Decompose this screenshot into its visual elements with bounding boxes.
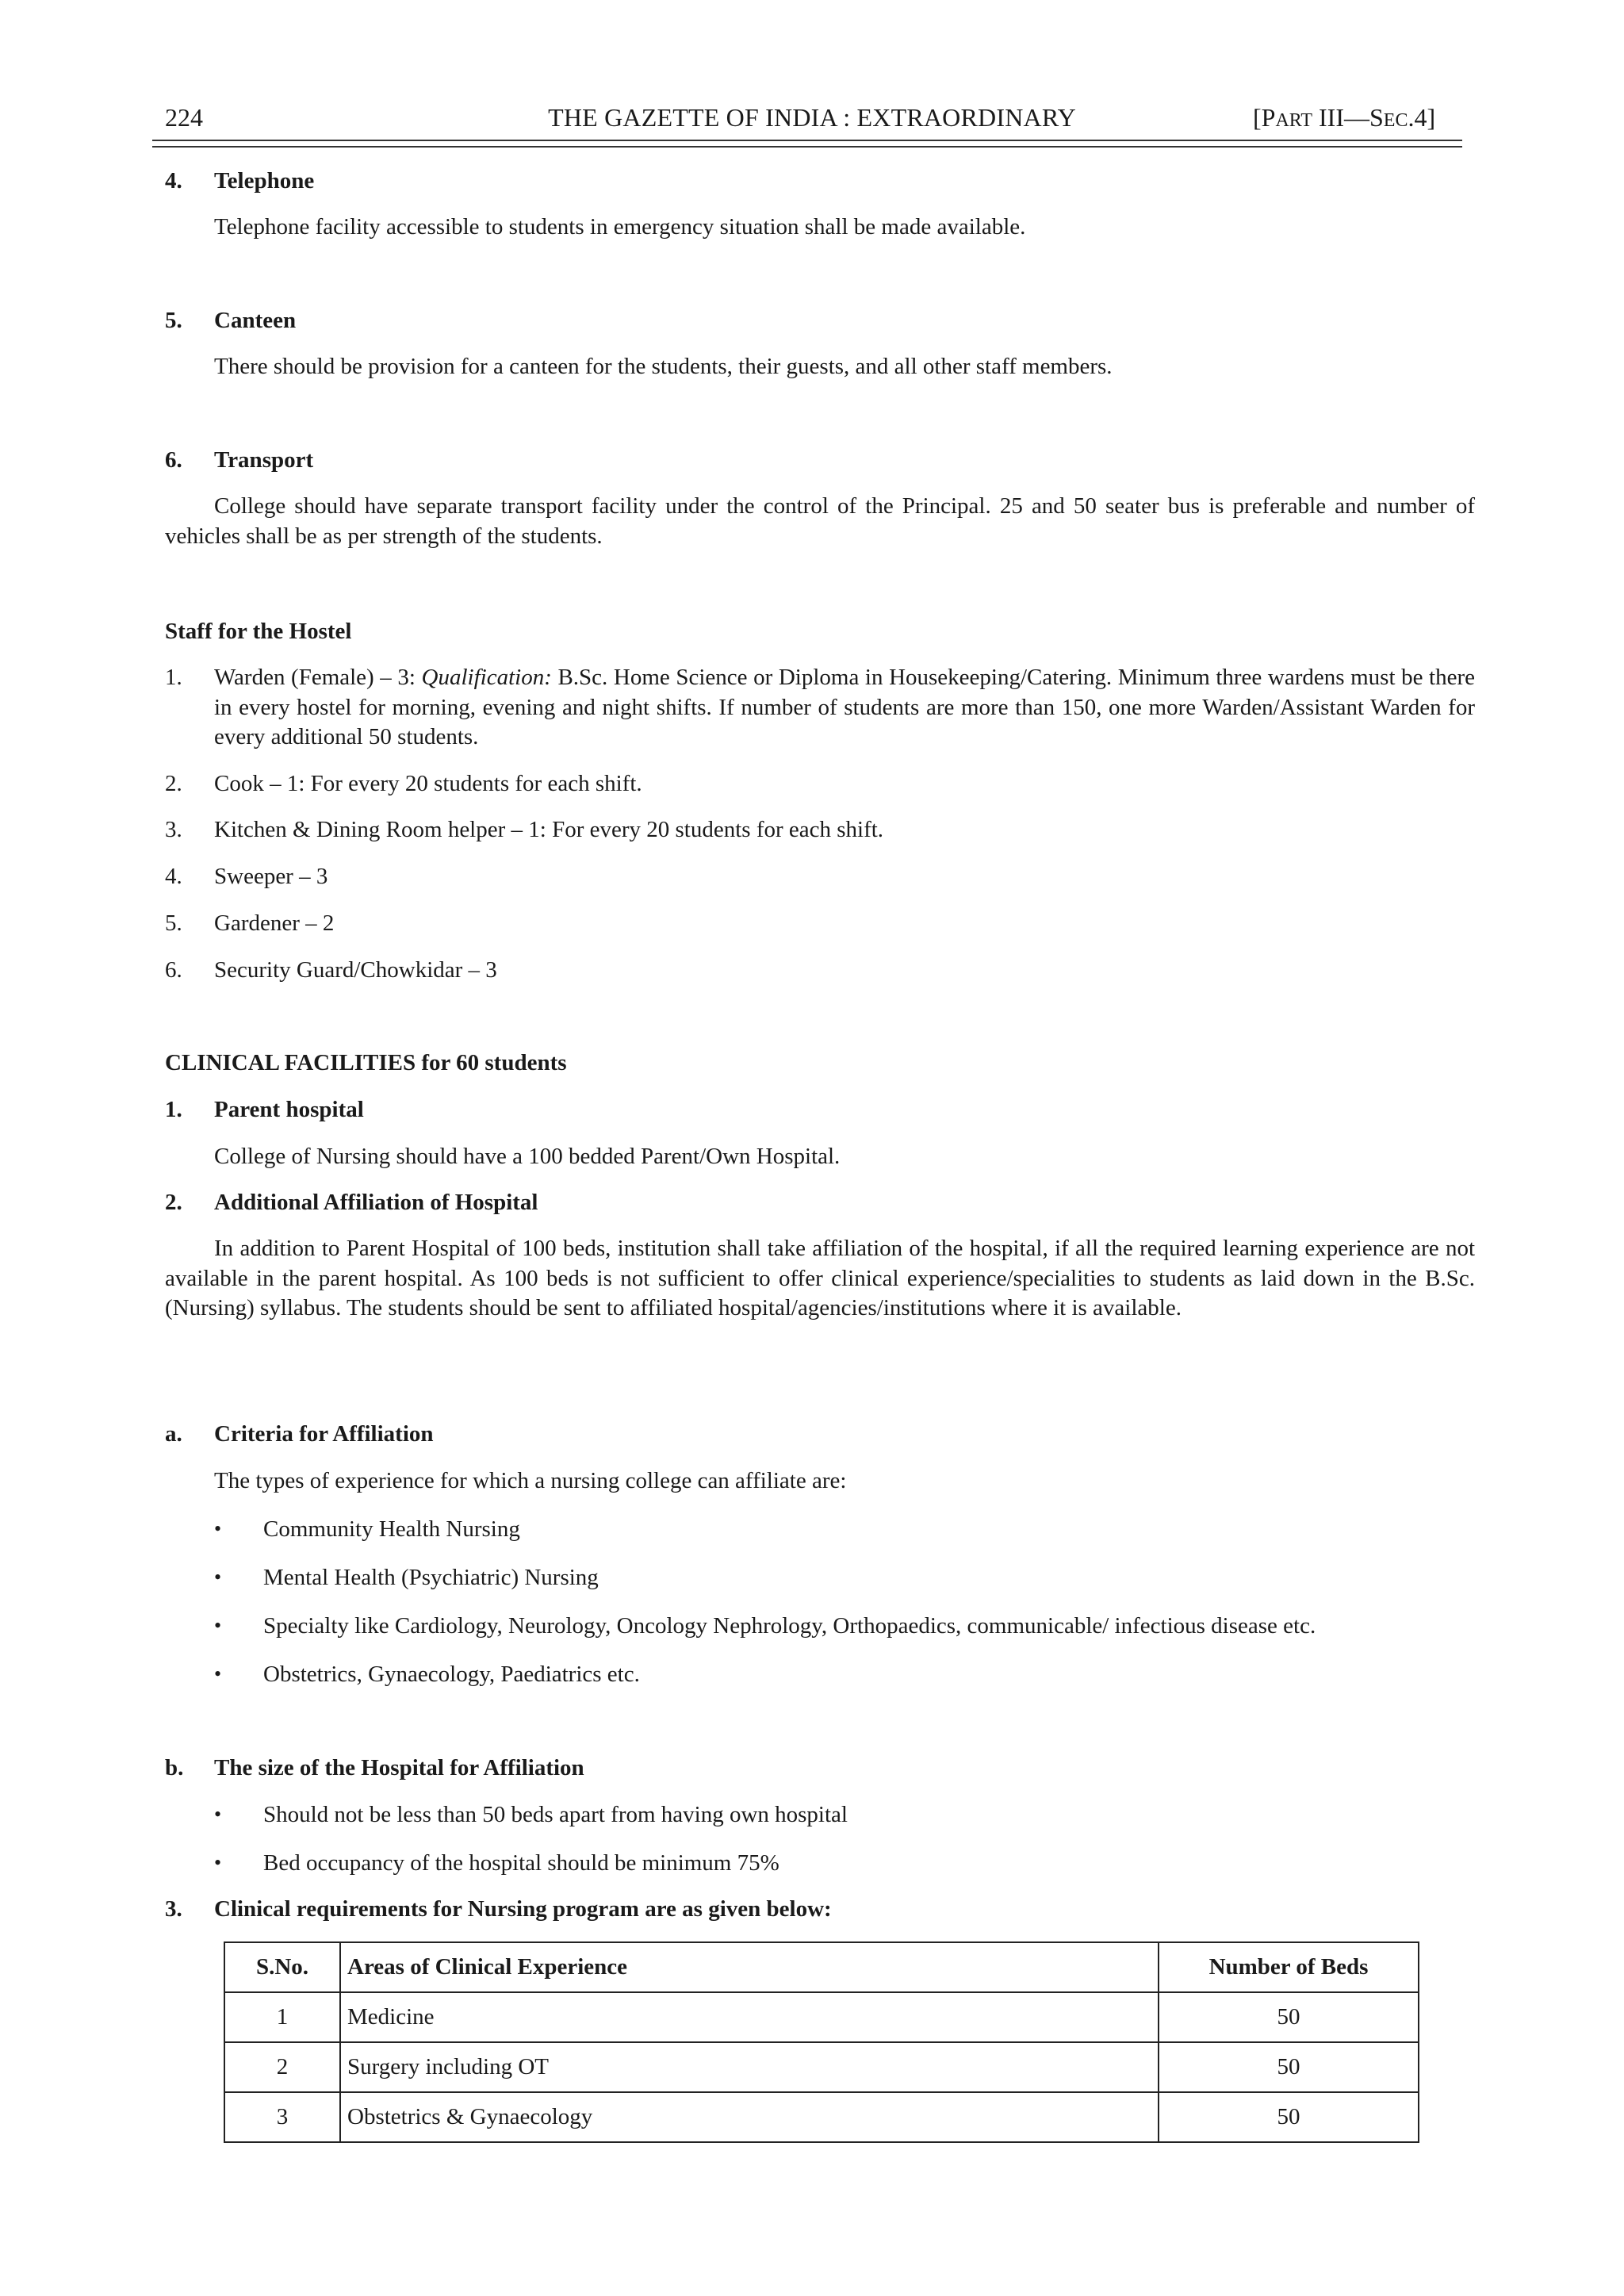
clinical-requirements-table [224,1941,1419,2143]
list-item: Security Guard/Chowkidar – 3 [214,957,497,983]
section-number: 6. [165,447,182,473]
part-mid: III—S [1312,103,1384,132]
staff-heading: Staff for the Hostel [165,619,352,644]
section-heading-criteria: Criteria for Affiliation [214,1421,434,1447]
list-item: Gardener – 2 [214,910,335,936]
bullet-item: Should not be less than 50 beds apart from having own hospital [263,1802,848,1827]
section-heading-size: The size of the Hospital for Affiliation [214,1755,584,1780]
header-rule-bottom [152,146,1462,148]
list-item: Kitchen & Dining Room helper – 1: For every 20 students for each shift. [214,817,884,842]
list-item-number: 5. [165,910,182,936]
canteen-text: There should be provision for a canteen for the students, their guests, and all other staff members. [214,354,1113,379]
section-small-caps: EC [1383,110,1408,131]
transport-text: College should have separate transport facility under the control of the Principal. 25 and 50 seater bus is preferable and number of vehicles shall be as per strength of the students. [165,493,1475,549]
table-cell: 50 [1159,2042,1419,2092]
parent-hospital-text: College of Nursing should have a 100 bedded Parent/Own Hospital. [214,1144,841,1169]
section-number: 5. [165,308,182,333]
section-heading-clinical-requirements: Clinical requirements for Nursing program are as given below: [214,1896,832,1922]
additional-affiliation-text: In addition to Parent Hospital of 100 beds, institution shall take affiliation of the hospital, if all the required learning experience are not available in the parent hospital. As 100 beds is not sufficient to offer clinical experience/specialities to students as laid down in the B.Sc. (Nursing) syllabus. The students should be sent to affiliated hospital/agencies/institutions where it is available. [165,1236,1475,1321]
part-section-label [1253,102,1435,135]
list-item-text: B.Sc. Home Science or Diploma in Housekeeping/Catering. Minimum three wardens must be there in every hostel for morning, evening and night shifts. If number of students are more than 150, one more Warden/Assistant Warden for every additional 50 students. [214,665,1476,750]
section-number: 1. [165,1097,182,1122]
section-letter: b. [165,1755,184,1780]
list-item: Cook – 1: For every 20 students for each shift. [214,771,642,796]
column-header: Areas of Clinical Experience [340,1942,1159,1992]
section-heading-transport: Transport [214,447,314,473]
part-prefix: [P [1253,103,1276,132]
part-small-caps: ART [1275,110,1313,131]
header-rule-top [152,140,1462,141]
table-cell: 2 [224,2042,340,2092]
bullet-item: Specialty like Cardiology, Neurology, Oncology Nephrology, Orthopaedics, communicable/ infectious disease etc. [263,1613,1316,1639]
table-header-row [224,1942,1419,1992]
column-header: S.No. [224,1942,340,1992]
bullet-item: Obstetrics, Gynaecology, Paediatrics etc. [263,1662,640,1687]
table-row [224,1992,1419,2042]
bullet-icon: • [214,1662,222,1685]
list-item-number: 4. [165,864,182,889]
part-suffix: .4] [1408,103,1436,132]
list-item-number: 2. [165,771,182,796]
section-heading-additional-affiliation: Additional Affiliation of Hospital [214,1190,538,1215]
table-cell: Surgery including OT [340,2042,1159,2092]
bullet-icon: • [214,1614,222,1637]
section-heading-telephone: Telephone [214,168,315,194]
section-number: 4. [165,168,182,194]
section-heading-canteen: Canteen [214,308,297,333]
section-number: 3. [165,1896,182,1922]
table-cell: 50 [1159,2092,1419,2142]
bullet-icon: • [214,1517,222,1540]
list-item-number: 3. [165,817,182,842]
bullet-item: Bed occupancy of the hospital should be minimum 75% [263,1850,779,1876]
list-item: Sweeper – 3 [214,864,328,889]
bullet-icon: • [214,1803,222,1826]
table-cell: Medicine [340,1992,1159,2042]
telephone-text: Telephone facility accessible to students in emergency situation shall be made available. [214,214,1026,240]
clinical-heading: CLINICAL FACILITIES for 60 students [165,1050,567,1075]
bullet-icon: • [214,1566,222,1589]
section-letter: a. [165,1421,182,1447]
list-item [214,663,1475,753]
list-item-lead: Warden (Female) – 3: [214,665,422,690]
column-header: Number of Beds [1159,1942,1419,1992]
section-heading-parent-hospital: Parent hospital [214,1097,364,1122]
list-item-number: 1. [165,665,182,690]
table-cell: Obstetrics & Gynaecology [340,2092,1159,2142]
page-number: 224 [165,103,203,132]
table-row [224,2092,1419,2142]
table-cell: 50 [1159,1992,1419,2042]
qualification-label: Qualification: [421,665,552,690]
bullet-item: Community Health Nursing [263,1516,520,1542]
table-cell: 1 [224,1992,340,2042]
table-row [224,2042,1419,2092]
list-item-number: 6. [165,957,182,983]
gazette-title: THE GAZETTE OF INDIA : EXTRAORDINARY [548,103,1076,132]
section-number: 2. [165,1190,182,1215]
bullet-item: Mental Health (Psychiatric) Nursing [263,1565,599,1590]
table-cell: 3 [224,2092,340,2142]
criteria-intro: The types of experience for which a nursing college can affiliate are: [214,1468,847,1493]
bullet-icon: • [214,1851,222,1874]
